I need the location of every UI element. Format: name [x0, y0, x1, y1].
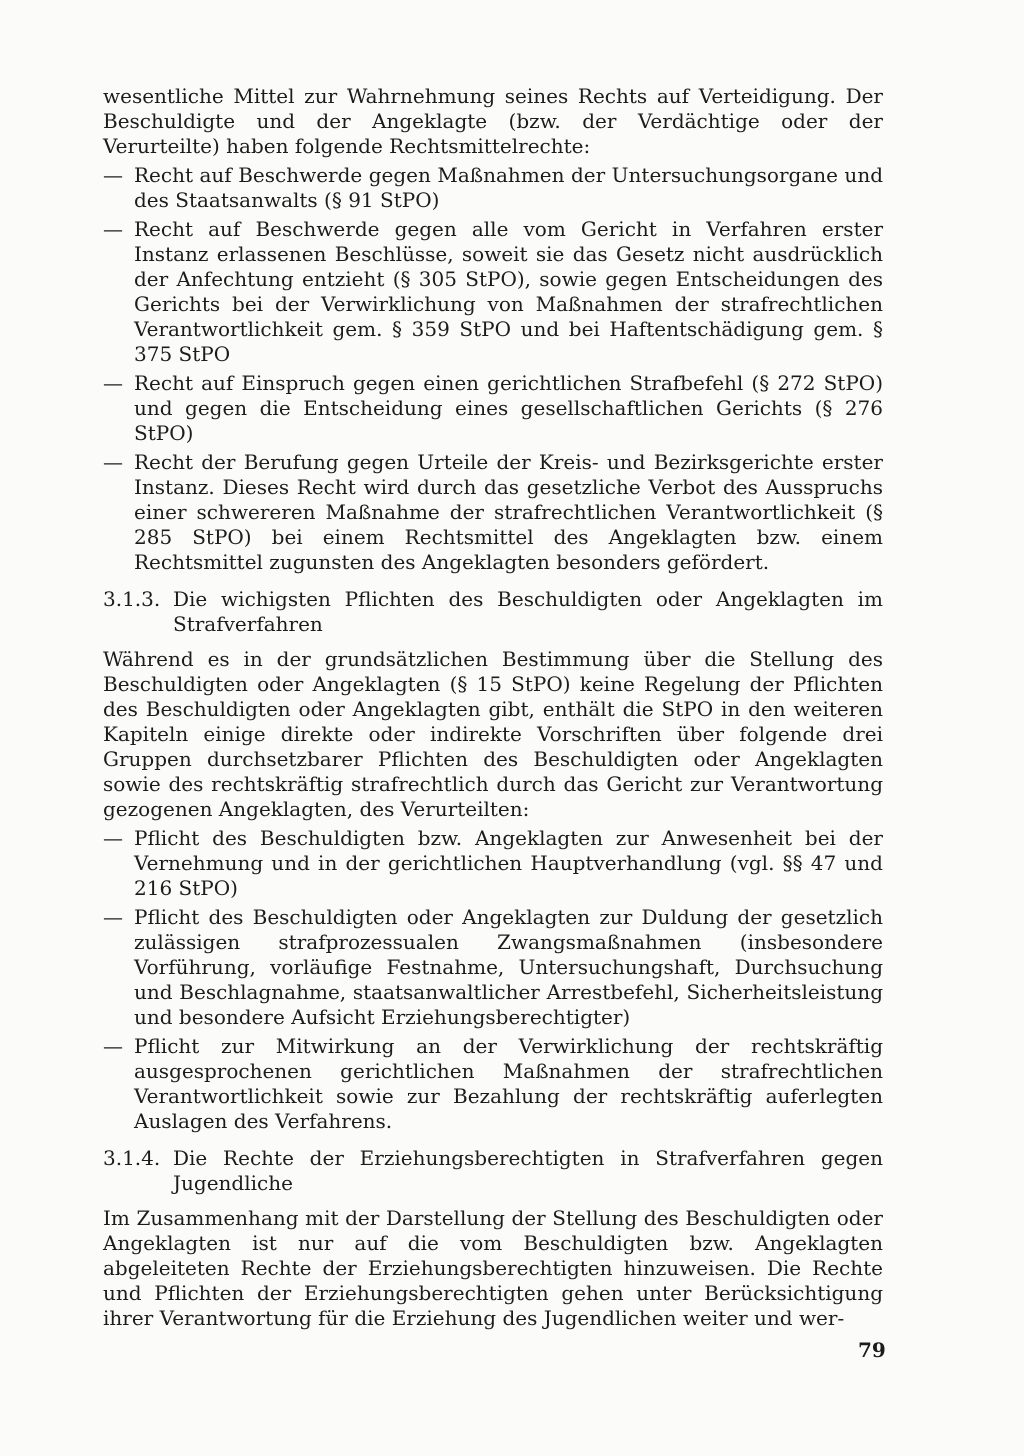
- section-number: 3.1.4.: [103, 1146, 161, 1170]
- duties-list: [103, 826, 883, 1134]
- list-item: — Recht auf Einspruch gegen einen gerichtlichen Strafbefehl (§ 272 StPO) und gegen die Entscheidung eines gesellschaftlichen Gerichts (§ 276 StPO): [103, 371, 883, 445]
- list-item: — Recht auf Beschwerde gegen alle vom Gericht in Verfahren erster Instanz erlassenen Beschlüsse, soweit sie das Gesetz nicht ausdrücklich der Anfechtung entzieht (§ 305 StPO), sowie gegen Entscheidungen des Gerichts bei der Verwirklichung von Maßnahmen der strafrechtlichen Verantwortlichkeit gem. § 359 StPO und bei Haftentschädigung gem. § 375 StPO: [103, 217, 883, 366]
- page-number: 79: [858, 1338, 886, 1362]
- list-dash: —: [103, 217, 123, 241]
- list-dash: —: [103, 163, 123, 187]
- section-paragraph: Im Zusammenhang mit der Darstellung der Stellung des Beschuldigten oder Angeklagten ist nur auf die vom Beschuldigten bzw. Angeklagten abgeleiteten Rechte der Erziehungsberechtigten hinzuweisen. Die Rechte und Pflichten der Erziehungsberechtigten gehen unter Berücksichtigung ihrer Verantwortung für die Erziehung des Jugendlichen weiter und wer-: [103, 1206, 883, 1330]
- section-heading-3-1-3: [103, 587, 883, 637]
- list-dash: —: [103, 371, 123, 395]
- list-item: — Recht der Berufung gegen Urteile der Kreis- und Bezirksgerichte erster Instanz. Dieses Recht wird durch das gesetzliche Verbot des Ausspruchs einer schwereren Maßnahme der strafrechtlichen Verantwortlichkeit (§ 285 StPO) bei einem Rechtsmittel des Angeklagten bzw. einem Rechtsmittel zugunsten des Angeklagten besonders gefördert.: [103, 450, 883, 574]
- list-dash: —: [103, 450, 123, 474]
- section-title: Die wichigsten Pflichten des Beschuldigten oder Angeklagten im Strafverfahren: [173, 587, 883, 636]
- section-title: Die Rechte der Erziehungsberechtigten in Strafverfahren gegen Jugendliche: [173, 1146, 883, 1195]
- list-item: — Pflicht zur Mitwirkung an der Verwirklichung der rechtskräftig ausgesprochenen gerichtlichen Maßnahmen der strafrechtlichen Verantwortlichkeit sowie zur Bezahlung der rechtskräftig auferlegten Auslagen des Verfahrens.: [103, 1034, 883, 1133]
- section-paragraph: Während es in der grundsätzlichen Bestimmung über die Stellung des Beschuldigten oder Angeklagten (§ 15 StPO) keine Regelung der Pflichten des Beschuldigten oder Angeklagten gibt, enthält die StPO in den weiteren Kapiteln einige direkte oder indirekte Vorschriften über folgende drei Gruppen durchsetzbarer Pflichten des Beschuldigten oder Angeklagten sowie des rechtskräftig strafrechtlich durch das Gericht zur Verantwortung gezogenen Angeklagten, des Verurteilten:: [103, 647, 883, 821]
- intro-paragraph: wesentliche Mittel zur Wahrnehmung seines Rechts auf Verteidigung. Der Beschuldigte und der Angeklagte (bzw. der Verdächtige oder der Verurteilte) haben folgende Rechtsmittelrechte:: [103, 84, 883, 158]
- rights-list: [103, 163, 883, 575]
- list-item: — Pflicht des Beschuldigten bzw. Angeklagten zur Anwesenheit bei der Vernehmung und in der gerichtlichen Hauptverhandlung (vgl. §§ 47 und 216 StPO): [103, 826, 883, 900]
- list-dash: —: [103, 905, 123, 929]
- list-item: — Pflicht des Beschuldigten oder Angeklagten zur Duldung der gesetzlich zulässigen strafprozessualen Zwangsmaßnahmen (insbesondere Vorführung, vorläufige Festnahme, Untersuchungshaft, Durchsuchung und Beschlagnahme, staatsanwaltlicher Arrestbefehl, Sicherheitsleistung und besondere Aufsicht Erziehungsberechtigter): [103, 905, 883, 1029]
- section-heading-3-1-4: [103, 1146, 883, 1196]
- list-dash: —: [103, 826, 123, 850]
- page-body: [103, 84, 883, 1335]
- list-dash: —: [103, 1034, 123, 1058]
- list-item: — Recht auf Beschwerde gegen Maßnahmen der Untersuchungsorgane und des Staatsanwalts (§ 91 StPO): [103, 163, 883, 212]
- section-number: 3.1.3.: [103, 587, 161, 611]
